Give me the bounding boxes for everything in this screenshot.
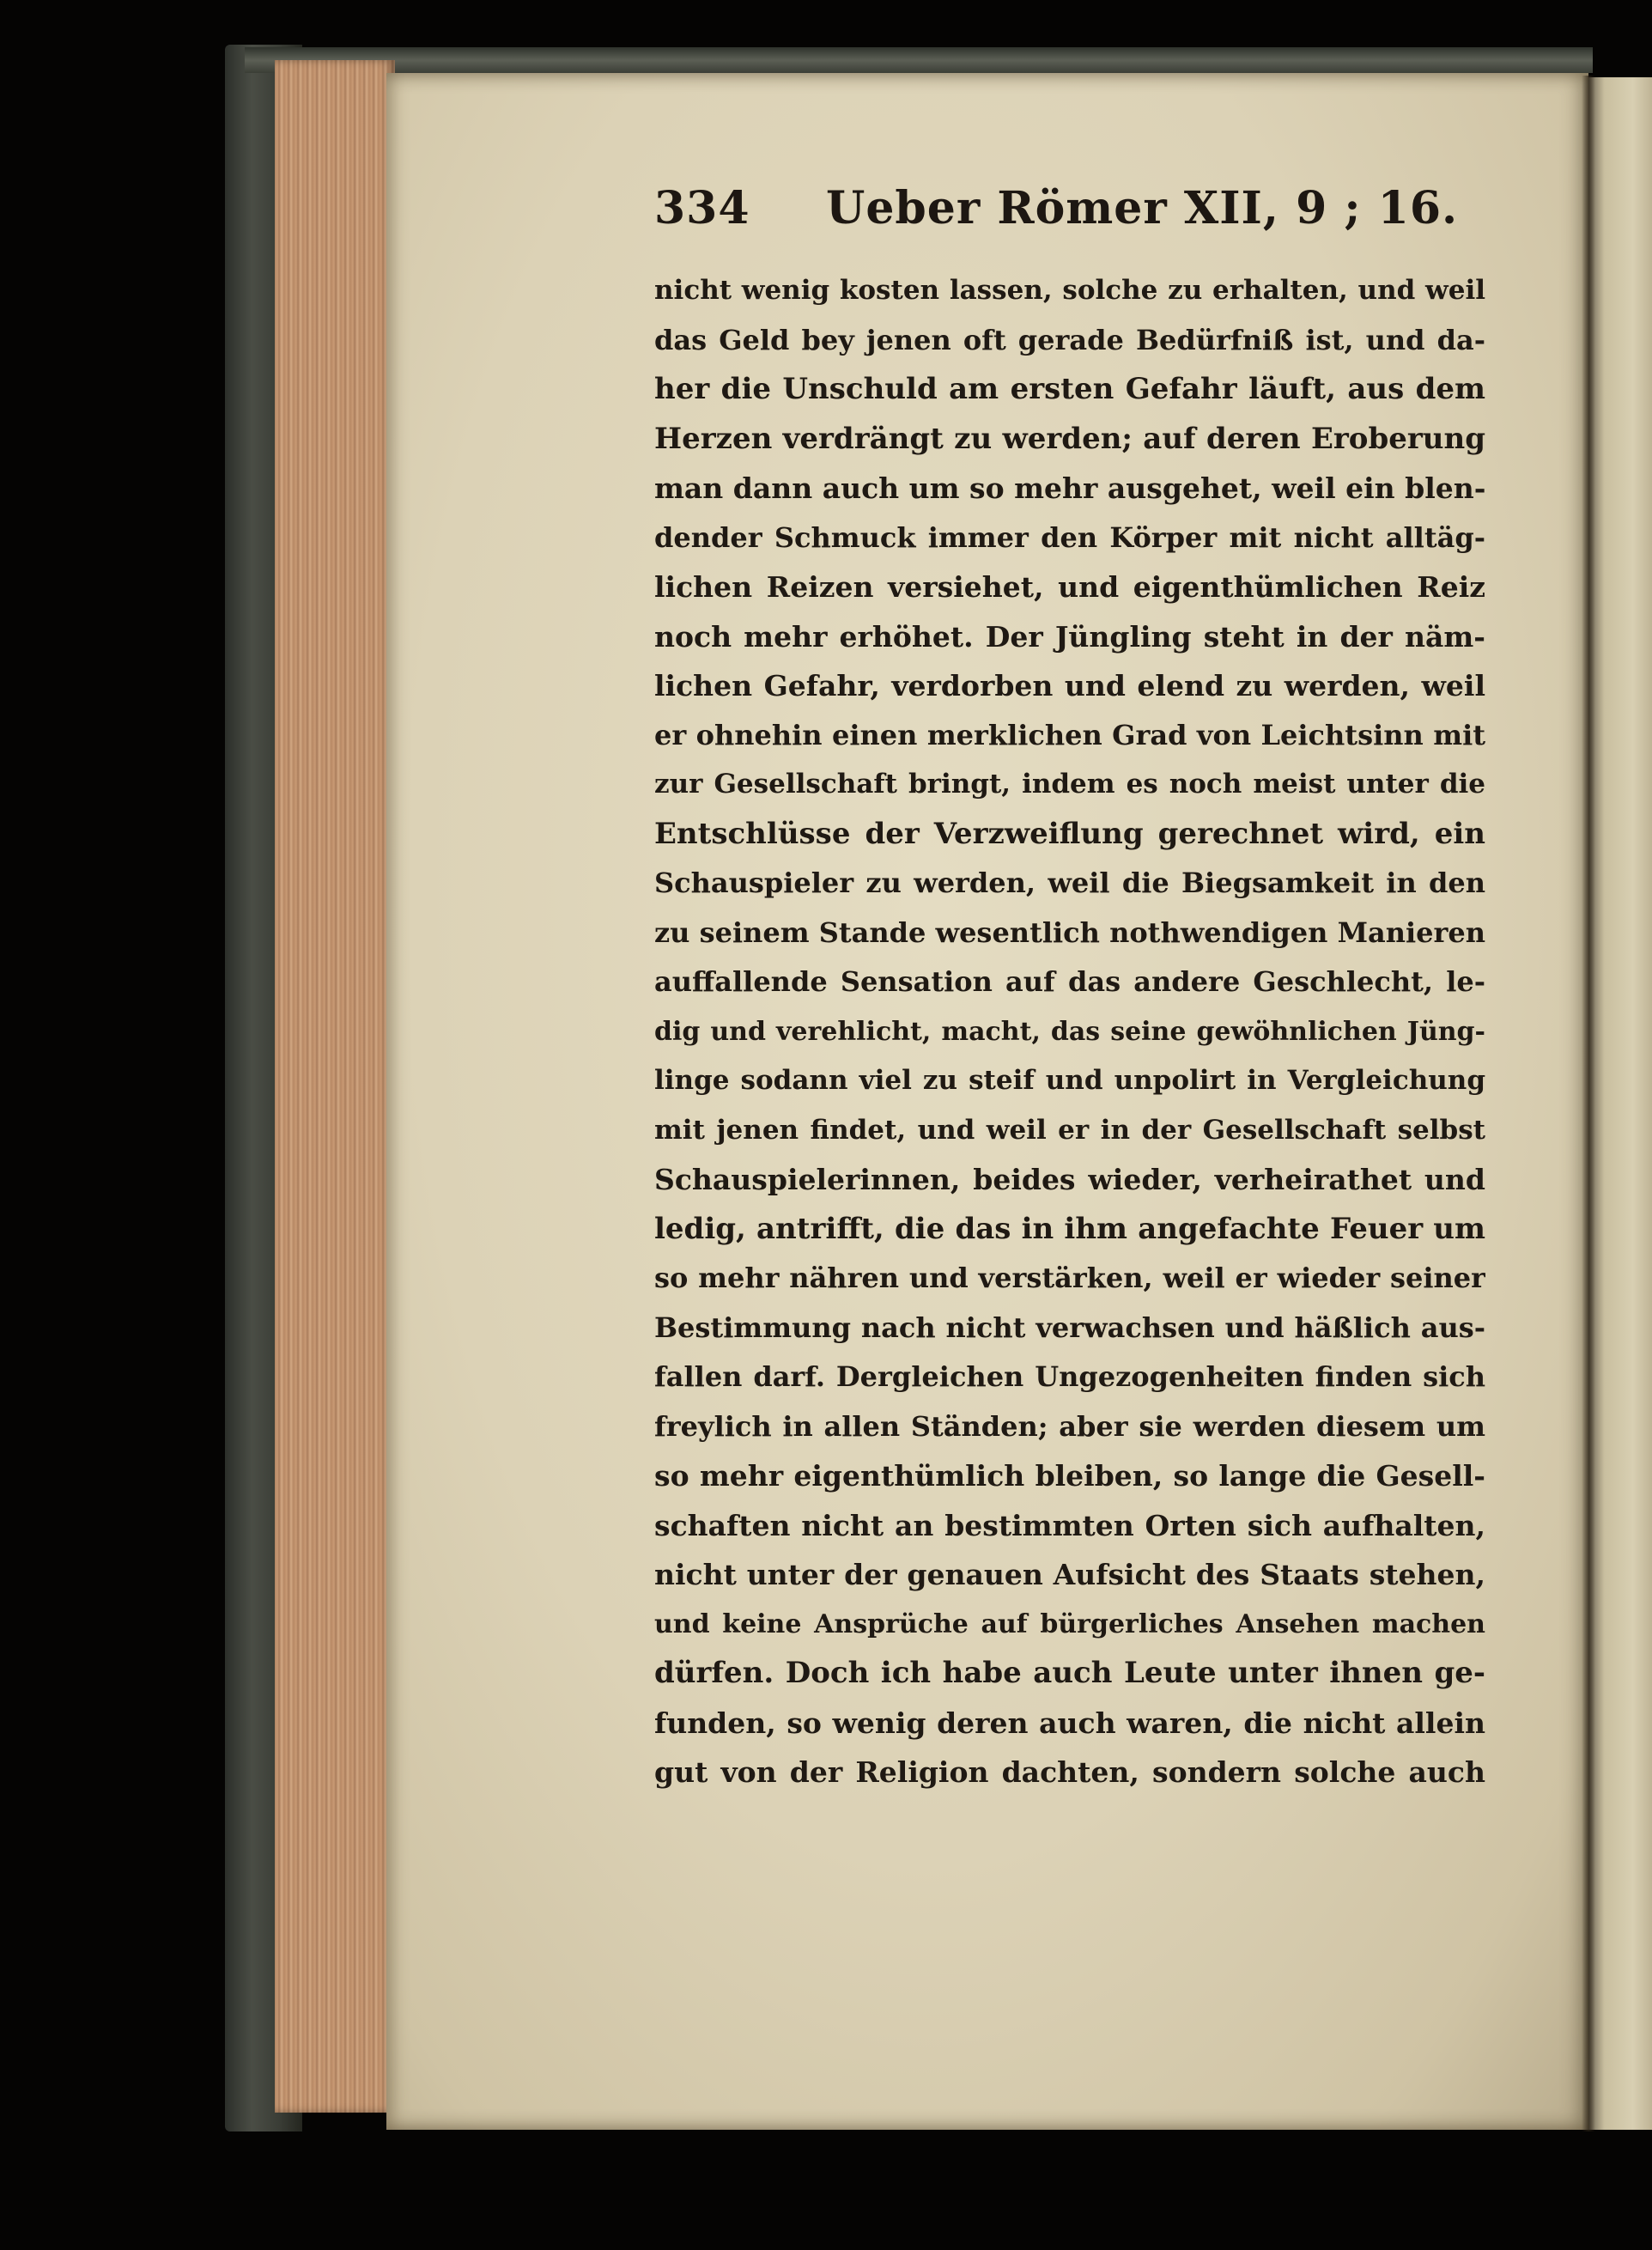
- text-line: Schauspieler zu werden, weil die Biegsamkeit in den: [654, 867, 1485, 899]
- text-line: dender Schmuck immer den Körper mit nicht alltäg-: [654, 520, 1485, 554]
- text-line: Entschlüsse der Verzweiflung gerechnet wird, ein: [654, 816, 1485, 851]
- text-line: Herzen verdrängt zu werden; auf deren Eroberung: [654, 421, 1485, 456]
- stacked-page-edges: [275, 60, 395, 2113]
- text-line: gut von der Religion dachten, sondern solche auch: [654, 1755, 1485, 1789]
- text-line: man dann auch um so mehr ausgehet, weil ein blen-: [654, 471, 1485, 505]
- text-line: dürfen. Doch ich habe auch Leute unter ihnen ge-: [654, 1656, 1485, 1690]
- page-number: 334: [654, 182, 750, 234]
- text-line: lichen Gefahr, verdorben und elend zu werden, weil: [654, 669, 1485, 702]
- text-line: linge sodann viel zu steif und unpolirt in Vergleichung: [654, 1065, 1485, 1096]
- page-header: [654, 182, 1479, 242]
- text-line: so mehr eigenthümlich bleiben, so lange die Gesell-: [654, 1459, 1485, 1493]
- text-line: freylich in allen Ständen; aber sie werden diesem um: [654, 1409, 1485, 1443]
- text-line: das Geld bey jenen oft gerade Bedürfniß ist, und da-: [654, 323, 1485, 356]
- text-line: er ohnehin einen merklichen Grad von Leichtsinn mit: [654, 718, 1485, 751]
- book-gutter: [1582, 76, 1595, 2131]
- text-line: und keine Ansprüche auf bürgerliches Ansehen machen: [654, 1608, 1485, 1639]
- text-line: Bestimmung nach nicht verwachsen und häßlich aus-: [654, 1310, 1485, 1344]
- text-line: her die Unschuld am ersten Gefahr läuft, aus dem: [654, 372, 1485, 406]
- text-line: dig und verehlicht, macht, das seine gewöhnlichen Jüng-: [654, 1016, 1485, 1047]
- text-line: nicht unter der genauen Aufsicht des Staats stehen,: [654, 1558, 1485, 1591]
- text-line: ledig, antrifft, die das in ihm angefachte Feuer um: [654, 1211, 1485, 1246]
- text-line: noch mehr erhöhet. Der Jüngling steht in der näm-: [654, 619, 1485, 654]
- text-line: schaften nicht an bestimmten Orten sich aufhalten,: [654, 1508, 1485, 1542]
- text-line: Schauspielerinnen, beides wieder, verheirathet und: [654, 1163, 1485, 1196]
- facing-page: [1588, 77, 1652, 2130]
- text-line: so mehr nähren und verstärken, weil er wieder seiner: [654, 1262, 1485, 1294]
- text-line: funden, so wenig deren auch waren, die nicht allein: [654, 1706, 1485, 1740]
- text-line: mit jenen findet, und weil er in der Gesellschaft selbst: [654, 1114, 1485, 1146]
- running-title: Ueber Römer XII, 9 ; 16.: [826, 182, 1459, 234]
- text-line: fallen darf. Dergleichen Ungezogenheiten finden sich: [654, 1360, 1485, 1393]
- text-line: zu seinem Stande wesentlich nothwendigen Manieren: [654, 915, 1485, 949]
- text-line: zur Gesellschaft bringt, indem es noch meist unter die: [654, 769, 1485, 800]
- text-line: lichen Reizen versiehet, und eigenthümlichen Reiz: [654, 570, 1485, 604]
- text-line: nicht wenig kosten lassen, solche zu erhalten, und weil: [654, 275, 1485, 306]
- body-text: [654, 266, 1485, 1797]
- book-top-edge: [245, 47, 1593, 73]
- text-line: auffallende Sensation auf das andere Geschlecht, le-: [654, 965, 1485, 998]
